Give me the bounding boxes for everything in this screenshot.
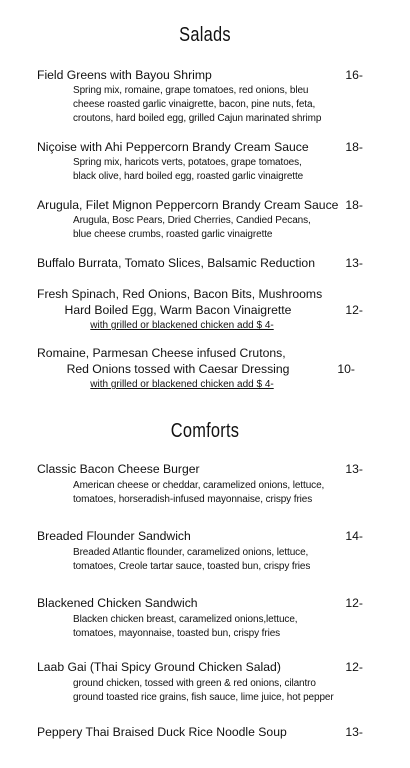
item-name: Classic Bacon Cheese Burger — [37, 462, 200, 476]
item-description — [73, 156, 373, 184]
desc-line: Breaded Atlantic flounder, caramelized onions, lettuce, — [73, 547, 309, 558]
item-name: Romaine, Parmesan Cheese infused Crutons, — [37, 346, 286, 360]
item-name: Fresh Spinach, Red Onions, Bacon Bits, Mushrooms — [37, 287, 323, 301]
desc-line: croutons, hard boiled egg, grilled Cajun marinated shrimp — [73, 113, 322, 124]
item-name: Buffalo Burrata, Tomato Slices, Balsamic Reduction — [37, 256, 315, 270]
menu-item-burger — [37, 462, 363, 507]
item-price: 13- — [345, 725, 363, 739]
item-name: Peppery Thai Braised Duck Rice Noodle Soup — [37, 725, 287, 739]
menu-item-burrata — [37, 256, 363, 271]
item-name: Blackened Chicken Sandwich — [37, 596, 198, 610]
item-price: 18- — [345, 198, 363, 212]
desc-line: ground chicken, tossed with green & red onions, cilantro — [73, 678, 316, 689]
item-price: 12- — [345, 596, 363, 610]
desc-line: tomatoes, horseradish-infused mayonnaise, crispy fries — [73, 494, 313, 505]
item-description — [73, 546, 373, 574]
item-price: 16- — [345, 68, 363, 82]
section-title-text: Salads — [179, 24, 231, 46]
item-name-line2: Red Onions tossed with Caesar Dressing — [66, 362, 290, 376]
desc-line: tomatoes, mayonnaise, toasted bun, crispy fries — [73, 628, 281, 639]
item-price: 18- — [345, 140, 363, 154]
menu-item-duck-soup — [37, 725, 363, 740]
desc-line: cheese roasted garlic vinaigrette, bacon, pine nuts, feta, — [73, 99, 316, 110]
desc-line: Spring mix, haricots verts, potatoes, grape tomatoes, — [73, 157, 302, 168]
section-title-text: Comforts — [170, 420, 240, 442]
item-price: 13- — [345, 462, 363, 476]
menu-item-spinach — [37, 287, 363, 332]
item-price: 12- — [345, 303, 363, 317]
item-addon: with grilled or blackened chicken add $ 4- — [90, 320, 274, 331]
item-name: Breaded Flounder Sandwich — [37, 529, 191, 543]
item-name: Field Greens with Bayou Shrimp — [37, 68, 212, 82]
item-price: 10- — [337, 362, 355, 376]
section-title-comforts — [37, 420, 373, 443]
desc-line: ground toasted rice grains, fish sauce, lime juice, hot pepper — [73, 692, 334, 703]
item-description — [73, 84, 373, 126]
item-name: Niçoise with Ahi Peppercorn Brandy Cream Sauce — [37, 140, 309, 154]
desc-line: blue cheese crumbs, roasted garlic vinaigrette — [73, 229, 273, 240]
desc-line: American cheese or cheddar, caramelized onions, lettuce, — [73, 480, 325, 491]
menu-item-romaine — [37, 346, 363, 391]
menu-item-field-greens — [37, 68, 363, 126]
item-description — [73, 613, 373, 641]
item-description — [73, 677, 373, 705]
desc-line: black olive, hard boiled egg, roasted garlic vinaigrette — [73, 171, 304, 182]
menu-item-blackened-chicken — [37, 596, 363, 641]
item-addon: with grilled or blackened chicken add $ 4- — [90, 379, 274, 390]
menu-item-laab-gai — [37, 660, 363, 705]
item-price: 14- — [345, 529, 363, 543]
desc-line: tomatoes, Creole tartar sauce, toasted bun, crispy fries — [73, 561, 311, 572]
menu-item-arugula — [37, 198, 363, 242]
item-description — [73, 214, 373, 242]
section-title-salads — [37, 24, 373, 47]
item-name: Laab Gai (Thai Spicy Ground Chicken Salad) — [37, 660, 281, 674]
item-name: Arugula, Filet Mignon Peppercorn Brandy Cream Sauce — [37, 198, 339, 212]
item-name-line2: Hard Boiled Egg, Warm Bacon Vinaigrette — [64, 303, 292, 317]
item-price: 12- — [345, 660, 363, 674]
desc-line: Blacken chicken breast, caramelized onions,lettuce, — [73, 614, 298, 625]
menu-item-nicoise — [37, 140, 363, 184]
item-price: 13- — [345, 256, 363, 270]
desc-line: Spring mix, romaine, grape tomatoes, red onions, bleu — [73, 85, 309, 96]
desc-line: Arugula, Bosc Pears, Dried Cherries, Candied Pecans, — [73, 215, 311, 226]
menu-item-flounder — [37, 529, 363, 574]
item-description — [73, 479, 373, 507]
